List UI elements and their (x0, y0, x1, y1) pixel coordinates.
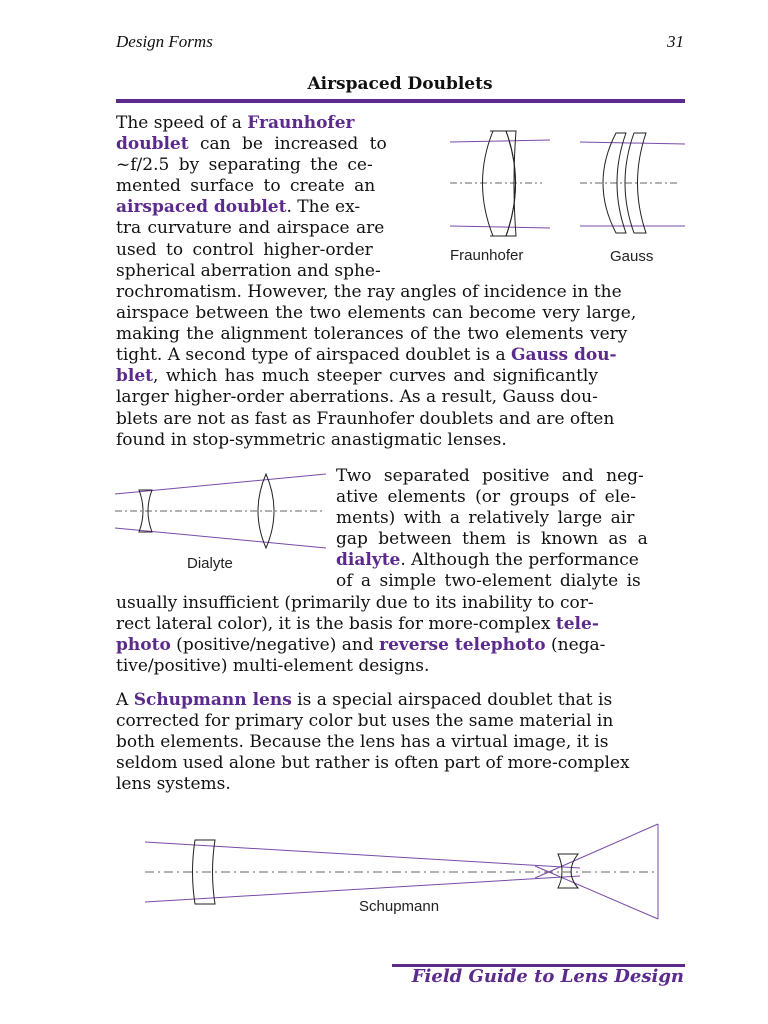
term-dialyte: dialyte (336, 550, 401, 571)
term-reverse-telephoto: reverse telephoto (379, 635, 546, 656)
fraunhofer-caption: Fraunhofer (450, 247, 524, 264)
dialyte-caption: Dialyte (187, 555, 233, 572)
term-telephoto: tele- (555, 614, 599, 635)
paragraph-2-full: usually insufficient (primarily due to its inability to cor- rect lateral color), it is the basis for more-complex tele- photo (positive/negative) and reverse telephoto (nega- tive/positive) multi-element designs. (116, 593, 606, 677)
paragraph-2-wrap: Two separated positive and neg- ative elements (or groups of ele- ments) with a relatively large air gap between them is known as a dialyte. Although the performance of a simple two-element dialyte is (336, 466, 648, 592)
footer-book-title: Field Guide to Lens Design (411, 966, 684, 987)
section-title: Airspaced Doublets (307, 74, 493, 94)
term-doublet: doublet (116, 134, 189, 155)
term-gauss-doublet: Gauss dou- (511, 345, 617, 366)
title-rule (116, 99, 685, 103)
term-airspaced-doublet: airspaced doublet (116, 197, 287, 218)
paragraph-1-wrap: The speed of a Fraunhofer doublet can be increased to ~f/2.5 by separating the ce- mented surface to create an airspaced doublet. The ex- tra curvature and airspace are used to control higher-order spherical aberration and sphe- (116, 113, 387, 281)
schupmann-caption: Schupmann (359, 898, 440, 915)
gauss-diagram (580, 133, 685, 233)
paragraph-3: A Schupmann lens is a special airspaced doublet that is corrected for primary color but uses the same material in both elements. Because the lens has a virtual image, it is seldom used alone but rather is often part of more-complex lens systems. (116, 690, 630, 795)
term-schupmann-lens: Schupmann lens (133, 690, 292, 710)
term-fraunhofer: Fraunhofer (247, 113, 355, 133)
fraunhofer-diagram (450, 131, 550, 236)
running-header-section: Design Forms (116, 32, 213, 51)
page-number: 31 (667, 32, 684, 51)
paragraph-1-full: rochromatism. However, the ray angles of incidence in the airspace between the two elements can become very large, making the alignment tolerances of the two elements very tight. A second type of airspaced doublet is a Gauss dou- blet, which has much steeper curves and significantly larger higher-order aberrations. As a result, Gauss dou- blets are not as fast as Fraunhofer doublets and are often found in stop-symmetric anastigmatic lenses. (116, 282, 637, 450)
gauss-caption: Gauss (610, 248, 654, 265)
